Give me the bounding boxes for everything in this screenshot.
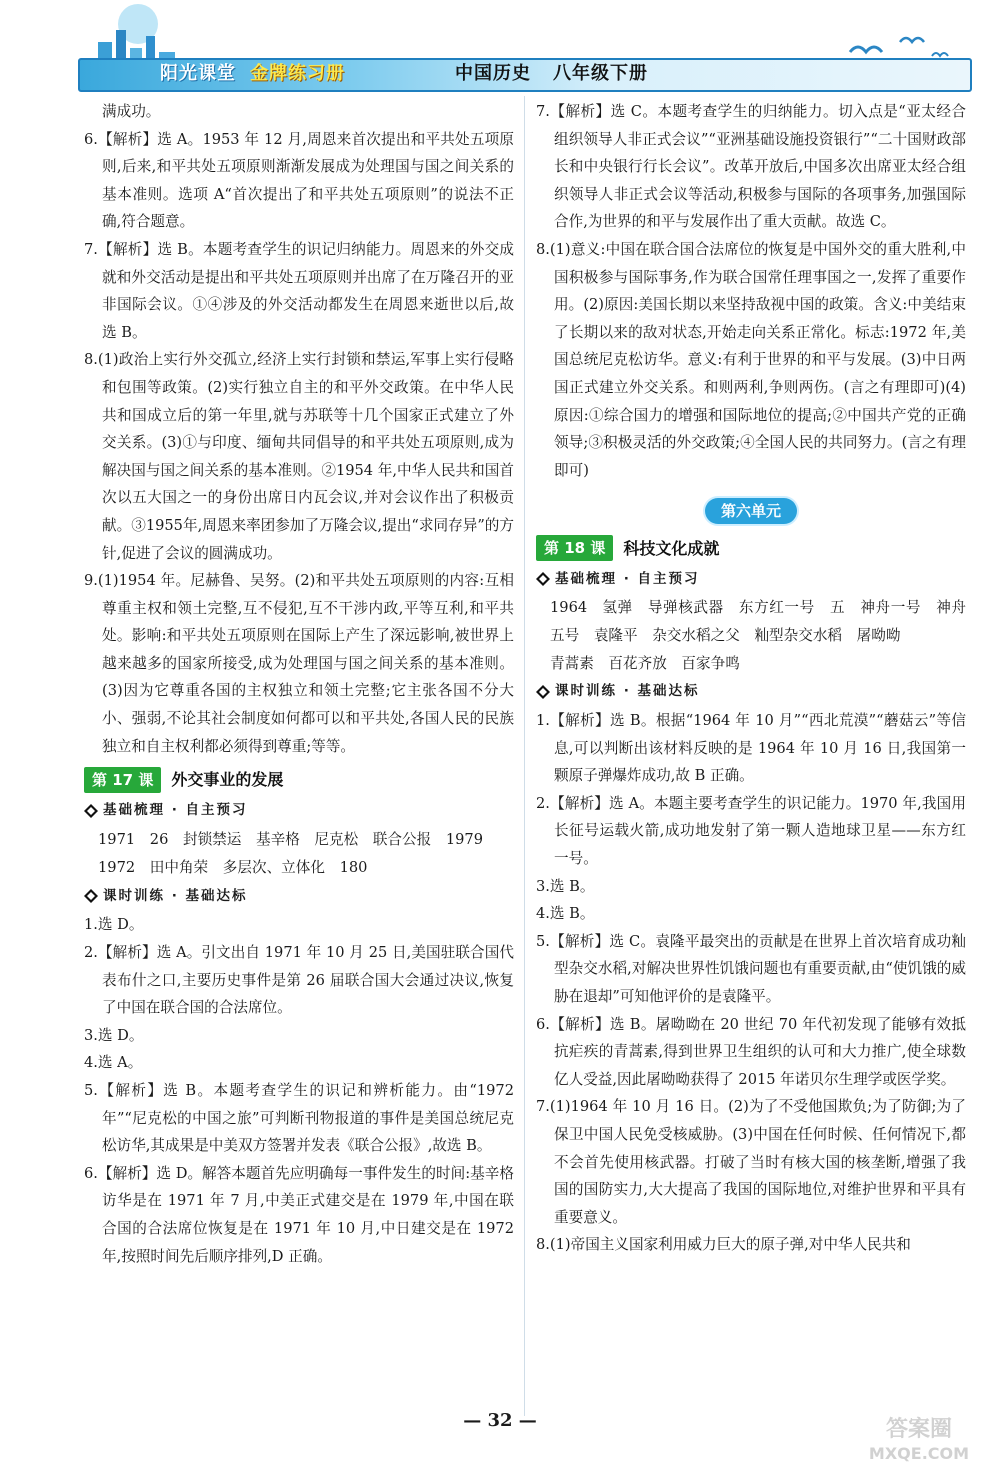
answer-paragraph: 5.【解析】选 C。袁隆平最突出的贡献是在世界上首次培育成功籼型杂交水稻,对解决世界性饥饿问题也有重要贡献,由“使饥饿的威胁在退却”可知他评价的是袁隆平。 bbox=[536, 932, 966, 1006]
answer-paragraph: 8.(1)政治上实行外交孤立,经济上实行封锁和禁运,军事上实行侵略和包围等政策。(2)实行独立自主的和平外交政策。在中华人民共和国成立后的第一年里,就与苏联等十几个国家正式建立了外交关系。(3)①与印度、缅甸共同倡导的和平共处五项原则,成为解决国与国之间关系的基本准则。②1954 年,中华人民共和国首次以五大国之一的身份出席日内瓦会议,并对会议作出了积极贡献。③1955年,周恩来率团参加了万隆会议,提出“求同存异”的方针,促进了会议的圆满成功。 bbox=[84, 351, 514, 562]
answer-paragraph: 2.【解析】选 A。本题主要考查学生的识记能力。1970 年,我国用长征号运载火箭,成功地发射了第一颗人造地球卫星——东方红一号。 bbox=[536, 794, 966, 868]
answer-paragraph: 3.选 D。 bbox=[84, 1026, 144, 1044]
left-answer-block bbox=[84, 98, 514, 760]
left-column bbox=[84, 98, 514, 1270]
answer-list bbox=[84, 911, 514, 1270]
answer-paragraph: 7.【解析】选 C。本题考查学生的归纳能力。切入点是“亚太经合组织领导人非正式会议”“亚洲基础设施投资银行”“二十国财政部长和中央银行行长会议”。改革开放后,中国多次出席亚太经合组织领导人非正式会议等活动,积极参与国际的各项事务,加强国际合作,为世界的和平与发展作出了重大贡献。故选 C。 bbox=[536, 103, 966, 231]
answer-paragraph: 6.【解析】选 A。1953 年 12 月,周恩来首次提出和平共处五项原则,后来,和平共处五项原则渐渐发展成为处理国与国之间关系的基本准则。选项 A“首次提出了和平共处五项原则”的说法不正确,符合题意。 bbox=[84, 130, 514, 231]
column-divider bbox=[524, 96, 525, 1416]
series-title bbox=[160, 59, 345, 89]
answer-paragraph: 7.【解析】选 B。本题考查学生的识记归纳能力。周恩来的外交成就和外交活动是提出和平共处五项原则并出席了在万隆召开的亚非国际会议。①④涉及的外交活动都发生在周恩来逝世以后,故选 B。 bbox=[84, 240, 514, 341]
answer-paragraph: 7.(1)1964 年 10 月 16 日。(2)为了不受他国欺负;为了防御;为了保卫中国人民免受核威胁。(3)中国在任何时候、任何情况下,都不会首先使用核武器。打破了当时有核大国的核垄断,增强了我国的国防实力,大大提高了我国的国际地位,对维护世界和平具有重要意义。 bbox=[536, 1098, 966, 1226]
grade-label: 八年级下册 bbox=[553, 63, 648, 84]
section-label: 基础梳理 · 自主预习 bbox=[103, 802, 248, 819]
page-number: — 32 — bbox=[463, 1410, 537, 1431]
series-title-sub: 金牌练习册 bbox=[250, 63, 345, 84]
watermark-line-2: MXQE.COM bbox=[868, 1444, 970, 1463]
section-label: 基础梳理 · 自主预习 bbox=[555, 570, 700, 587]
page-header bbox=[0, 0, 1000, 95]
lesson-number-badge: 第 17 课 bbox=[84, 767, 161, 793]
keyword-line: 青蒿素 百花齐放 百家争鸣 bbox=[550, 654, 740, 672]
answer-paragraph: 5.【解析】选 B。本题考查学生的识记和辨析能力。由“1972年”“尼克松的中国之旅”可判断刊物报道的事件是美国总统尼克松访华,其成果是中美双方签署并发表《联合公报》,故选 B。 bbox=[84, 1082, 514, 1155]
answer-paragraph: 9.(1)1954 年。尼赫鲁、吴努。(2)和平共处五项原则的内容:互相尊重主权和领土完整,互不侵犯,互不干涉内政,平等互利,和平共处。影响:和平共处五项原则在国际上产生了深远影响,被世界上越来越多的国家所接受,成为处理国与国之间关系的基本准则。(3)因为它尊重各国的主权独立和领土完整;它主张各国不分大小、强弱,不论其社会制度如何都可以和平共处,各国人民的民族独立和自主权利都必须得到尊重;等等。 bbox=[84, 572, 514, 755]
unit-badge: 第六单元 bbox=[705, 498, 797, 524]
watermark-logo bbox=[845, 1418, 993, 1474]
keyword-list bbox=[536, 594, 966, 677]
diamond-bullet-icon bbox=[84, 889, 98, 903]
answer-paragraph: 8.(1)意义:中国在联合国合法席位的恢复是中国外交的重大胜利,中国积极参与国际事务,作为联合国常任理事国之一,发挥了重要作用。(2)原因:美国长期以来坚持敌视中国的政策。含义:中美结束了长期以来的敌对状态,开始走向关系正常化。标志:1972 年,美国总统尼克松访华。意义:有利于世界的和平与发展。(3)中日两国正式建立外交关系。和则两利,争则两伤。(言之有理即可)(4)原因:①综合国力的增强和国际地位的提高;②中国共产党的正确领导;③积极灵活的外交政策;④全国人民的共同努力。(言之有理即可) bbox=[536, 240, 966, 479]
lesson-17-header bbox=[84, 766, 514, 794]
lesson-title: 外交事业的发展 bbox=[171, 770, 284, 790]
subject-label: 中国历史 bbox=[455, 63, 531, 84]
keyword-line: 1972 田中角荣 多层次、立体化 180 bbox=[98, 858, 368, 876]
diamond-bullet-icon bbox=[536, 572, 550, 586]
diamond-bullet-icon bbox=[84, 804, 98, 818]
answer-paragraph: 6.【解析】选 D。解答本题首先应明确每一事件发生的时间:基辛格访华是在 1971 年 7 月,中美正式建交是在 1979 年,中国在联合国的合法席位恢复是在 1971 年 10 月,中日建交是在 1972 年,按照时间先后顺序排列,D 正确。 bbox=[84, 1164, 514, 1265]
answer-paragraph: 1.选 D。 bbox=[84, 916, 144, 934]
series-title-main: 阳光课堂 bbox=[160, 63, 236, 84]
keyword-list bbox=[84, 826, 514, 881]
answer-paragraph: 2.【解析】选 A。引文出自 1971 年 10 月 25 日,美国驻联合国代表布什之口,主要历史事件是第 26 届联合国大会通过决议,恢复了中国在联合国的合法席位。 bbox=[84, 944, 514, 1017]
answer-paragraph: 1.【解析】选 B。根据“1964 年 10 月”“西北荒漠”“蘑菇云”等信息,可以判断出该材料反映的是 1964 年 10 月 16 日,我国第一颗原子弹爆炸成功,故 B 正确。 bbox=[536, 712, 966, 785]
answer-paragraph: 4.选 A。 bbox=[84, 1054, 143, 1072]
birds-icon bbox=[840, 28, 960, 68]
answer-paragraph: 8.(1)帝国主义国家利用威力巨大的原子弹,对中华人民共和 bbox=[536, 1236, 911, 1254]
diamond-bullet-icon bbox=[536, 685, 550, 699]
unit-heading bbox=[536, 498, 966, 524]
lesson-number-badge: 第 18 课 bbox=[536, 535, 613, 561]
right-column bbox=[536, 98, 966, 1259]
lesson-title: 科技文化成就 bbox=[623, 538, 720, 558]
answer-paragraph: 3.选 B。 bbox=[536, 877, 595, 895]
answer-paragraph: 满成功。 bbox=[102, 103, 161, 120]
section-practice bbox=[84, 883, 514, 909]
answer-list bbox=[536, 707, 966, 1259]
section-label: 课时训练 · 基础达标 bbox=[103, 887, 248, 904]
section-label: 课时训练 · 基础达标 bbox=[555, 683, 700, 700]
section-basic-review bbox=[536, 566, 966, 592]
section-basic-review bbox=[84, 798, 514, 824]
section-practice bbox=[536, 679, 966, 705]
answer-paragraph: 6.【解析】选 B。屠呦呦在 20 世纪 70 年代初发现了能够有效抵抗疟疾的青蒿素,得到世界卫生组织的认可和大力推广,使全球数亿人受益,因此屠呦呦获得了 2015 年诺贝尔生理学或医学奖。 bbox=[536, 1015, 966, 1088]
answer-paragraph: 4.选 B。 bbox=[536, 905, 595, 923]
lesson-18-header bbox=[536, 534, 966, 562]
book-subject bbox=[455, 59, 648, 89]
watermark-line-1: 答案圈 bbox=[885, 1417, 952, 1442]
right-answer-block bbox=[536, 98, 966, 484]
keyword-line: 1971 26 封锁禁运 基辛格 尼克松 联合公报 1979 bbox=[98, 831, 483, 849]
keyword-line: 1964 氢弹 导弹核武器 东方红一号 五 神舟一号 神舟五号 袁隆平 杂交水稻之父 籼型杂交水稻 屠呦呦 bbox=[550, 599, 966, 644]
